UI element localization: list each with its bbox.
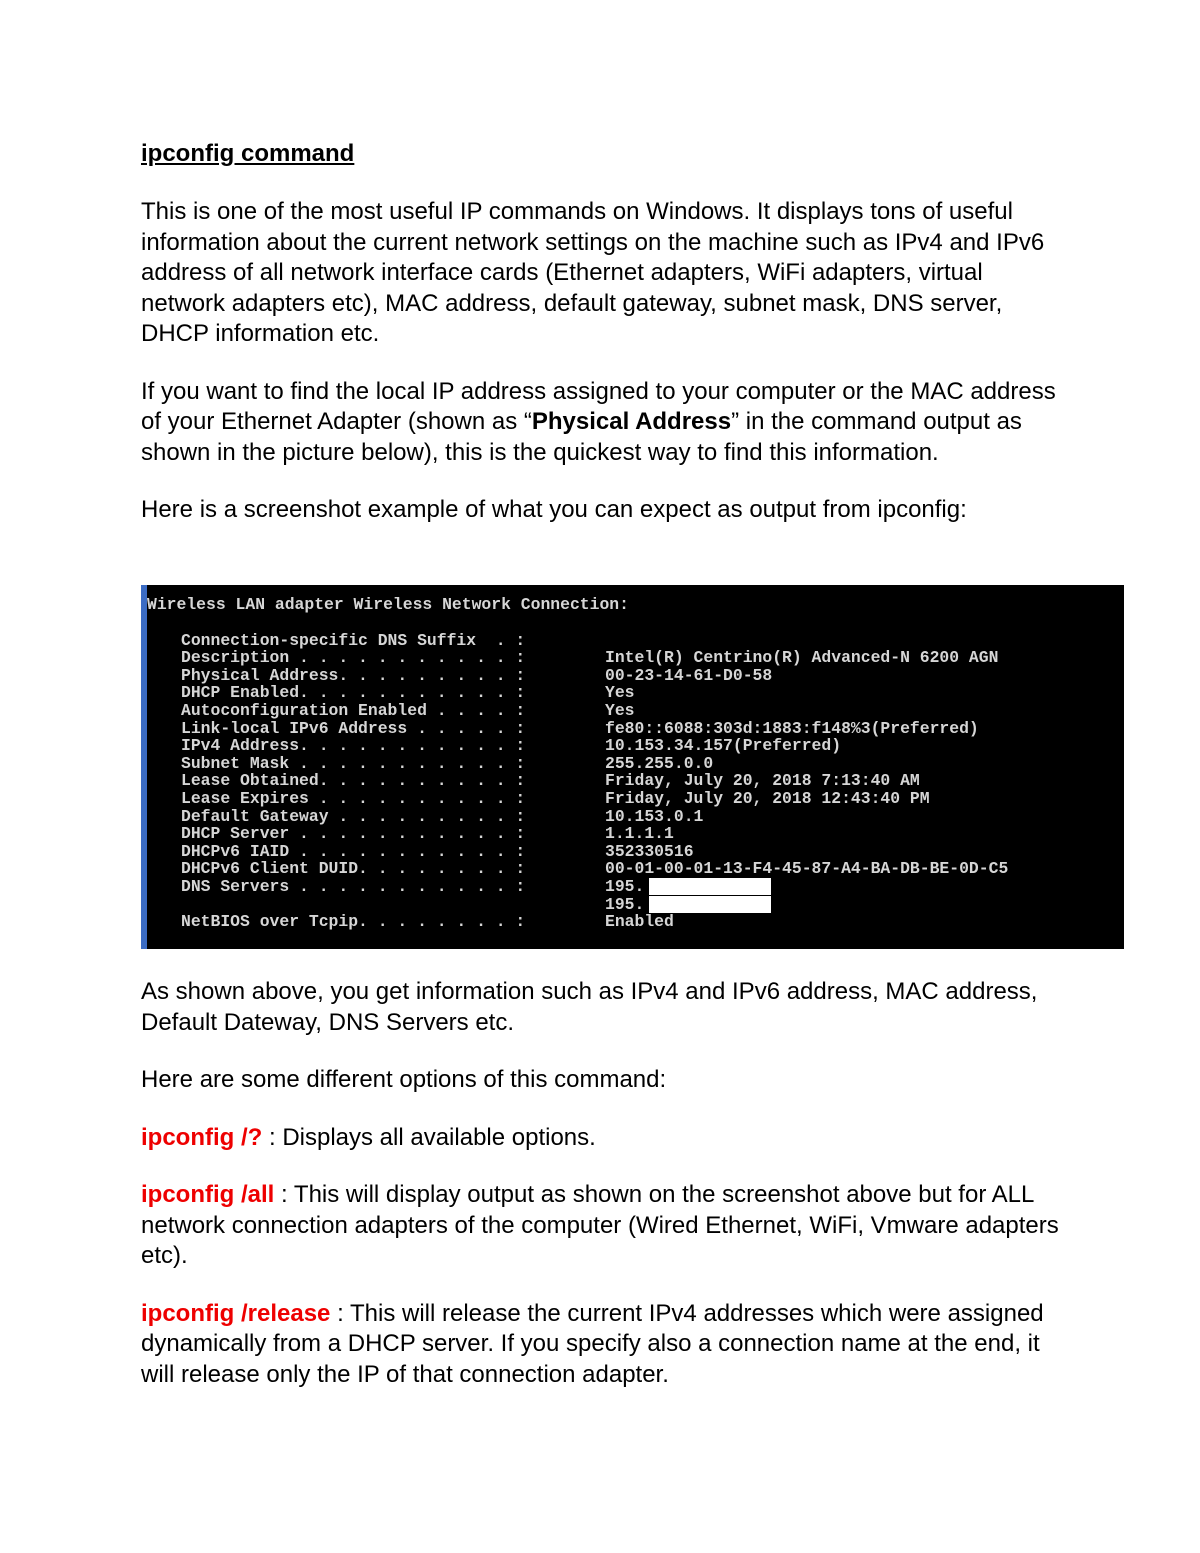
console-row xyxy=(147,913,1124,931)
console-row xyxy=(147,632,1124,650)
console-label: DNS Servers . . . . . . . . . . . : xyxy=(181,877,526,896)
console-row xyxy=(147,755,1124,773)
console-row xyxy=(147,667,1124,685)
console-label xyxy=(147,896,605,914)
find-info-paragraph xyxy=(141,377,1071,469)
option-help xyxy=(141,1123,1071,1154)
console-row xyxy=(147,878,1124,896)
console-label: Description . . . . . . . . . . . : xyxy=(181,649,526,667)
console-value: 352330516 xyxy=(605,841,694,861)
dns-server-value xyxy=(605,896,644,914)
console-label: DHCP Server . . . . . . . . . . . : xyxy=(181,825,526,843)
option-command: ipconfig /? xyxy=(141,1123,263,1151)
console-row xyxy=(147,825,1124,843)
console-row xyxy=(147,860,1124,878)
document-body xyxy=(141,138,1071,553)
page-title: ipconfig command xyxy=(141,140,355,167)
console-label: Default Gateway . . . . . . . . . : xyxy=(181,807,526,826)
console-row xyxy=(147,808,1124,826)
console-label: Subnet Mask . . . . . . . . . . . : xyxy=(181,754,526,773)
console-label: DHCP Enabled. . . . . . . . . . . : xyxy=(181,684,526,702)
console-row xyxy=(147,649,1124,667)
option-description: : This will display output as shown on the screenshot above but for ALL network connection adapters of the computer (Wired Ethernet, WiFi, Vmware adapters etc). xyxy=(141,1181,1059,1269)
console-label: DHCPv6 IAID . . . . . . . . . . . : xyxy=(181,842,526,861)
option-command: ipconfig /release xyxy=(141,1299,331,1327)
console-label: Connection-specific DNS Suffix . : xyxy=(181,631,526,650)
console-value: 255.255.0.0 xyxy=(605,753,714,773)
document-body-continued xyxy=(141,977,1071,1417)
console-row xyxy=(147,843,1124,861)
option-release xyxy=(141,1299,1071,1391)
console-value: Yes xyxy=(605,700,635,720)
console-value: 1.1.1.1 xyxy=(605,824,674,844)
find-text-after: ” in the command output as shown in the picture below), this is the quickest way to find this information. xyxy=(141,408,1022,466)
dns-server-value xyxy=(605,878,644,896)
redaction-block xyxy=(649,896,771,913)
console-label: IPv4 Address. . . . . . . . . . . : xyxy=(181,737,526,755)
option-description: : Displays all available options. xyxy=(262,1123,596,1151)
console-row xyxy=(147,684,1124,702)
console-value: Yes xyxy=(605,683,635,703)
console-value: Friday, July 20, 2018 12:43:40 PM xyxy=(605,788,930,808)
console-row xyxy=(147,896,1124,914)
console-label: DHCPv6 Client DUID. . . . . . . . : xyxy=(181,860,526,878)
redaction-block xyxy=(649,878,771,895)
console-row xyxy=(147,702,1124,720)
console-value-text: 195. xyxy=(605,894,645,914)
find-text-before: If you want to find the local IP address assigned to your computer or the MAC address of your Ethernet Adapter (shown as “ xyxy=(141,377,1056,435)
intro-paragraph: This is one of the most useful IP commands on Windows. It displays tons of useful information about the current network settings on the machine such as IPv4 and IPv6 address of all network interface cards (Ethernet adapters, WiFi adapters, virtual network adapters etc), MAC address, default gateway, subnet mask, DNS server, DHCP information etc. xyxy=(141,198,1045,347)
console-value-text: 195. xyxy=(605,876,645,896)
console-value: Friday, July 20, 2018 7:13:40 AM xyxy=(605,771,920,791)
console-label: Link-local IPv6 Address . . . . . : xyxy=(181,719,526,738)
console-value: 00-01-00-01-13-F4-45-87-A4-BA-DB-BE-0D-C5 xyxy=(605,859,1009,879)
ipconfig-console-screenshot xyxy=(141,585,1124,949)
option-all xyxy=(141,1180,1071,1272)
console-label: Physical Address. . . . . . . . . : xyxy=(181,666,526,685)
console-label: Lease Expires . . . . . . . . . . : xyxy=(181,789,526,808)
console-label: NetBIOS over Tcpip. . . . . . . . : xyxy=(181,913,526,931)
console-value: 10.153.0.1 xyxy=(605,806,704,826)
option-description: : This will release the current IPv4 addresses which were assigned dynamically from a DHCP server. If you specify also a connection name at the end, it will release only the IP of that connection adapter. xyxy=(141,1299,1044,1388)
screenshot-intro: Here is a screenshot example of what you can expect as output from ipconfig: xyxy=(141,496,967,523)
summary-paragraph: As shown above, you get information such as IPv4 and IPv6 address, MAC address, Default Dateway, DNS Servers etc. xyxy=(141,978,1038,1036)
console-rows xyxy=(147,632,1124,931)
console-label: Autoconfiguration Enabled . . . . : xyxy=(181,701,526,720)
console-title: Wireless LAN adapter Wireless Network Connection: xyxy=(147,595,629,614)
console-row xyxy=(147,772,1124,790)
console-value: 00-23-14-61-D0-58 xyxy=(605,665,773,685)
console-row xyxy=(147,720,1124,738)
console-value: Enabled xyxy=(605,912,674,932)
physical-address-term: Physical Address xyxy=(531,408,732,435)
console-value: Intel(R) Centrino(R) Advanced-N 6200 AGN xyxy=(605,648,999,668)
console-label: Lease Obtained. . . . . . . . . . : xyxy=(181,772,526,790)
console-row xyxy=(147,790,1124,808)
option-command: ipconfig /all xyxy=(141,1181,275,1208)
console-value: 10.153.34.157(Preferred) xyxy=(605,736,842,756)
console-row xyxy=(147,737,1124,755)
console-value: fe80::6088:303d:1883:f148%3(Preferred) xyxy=(605,718,979,738)
options-intro: Here are some different options of this command: xyxy=(141,1066,667,1093)
